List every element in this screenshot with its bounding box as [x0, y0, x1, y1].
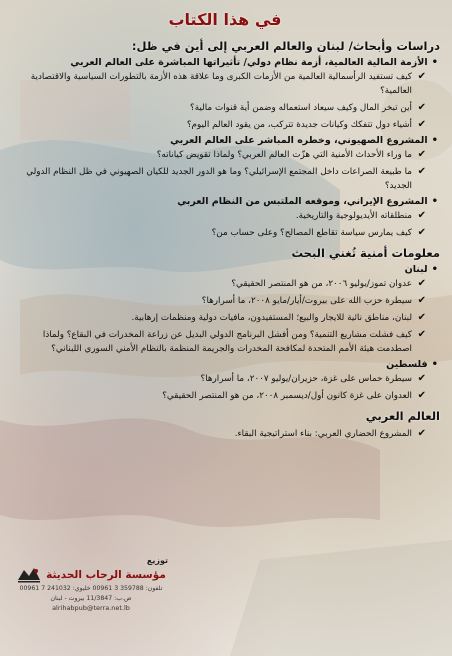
section-arab-world — [10, 409, 440, 441]
checkmark-icon: ✔ — [417, 329, 426, 340]
item-list — [10, 70, 440, 132]
checkmark-icon: ✔ — [417, 373, 426, 384]
list-item: ✔ كيف تستفيد الرأسمالية العالمية من الأزمات الكبرى وما علاقة هذه الأزمة بالتطورات السياسية والاقتصادية العالمية؟ — [30, 71, 426, 96]
item-list — [10, 372, 440, 403]
checkmark-icon: ✔ — [417, 227, 426, 238]
checkmark-icon: ✔ — [417, 71, 426, 82]
group-heading: • المشروع الصهيوني، وخطره المباشر على العالم العربي — [10, 135, 440, 146]
group-heading: • المشروع الإيراني، وموقعه الملتبس من النظام العربي — [10, 196, 440, 207]
checkmark-icon: ✔ — [417, 390, 426, 401]
checkmark-icon: ✔ — [417, 312, 426, 323]
list-item: ✔ لبنان، مناطق نائية للايجار والبيع؛ المستفيدون، مافيات دولية ومنظمات إرهابية. — [131, 312, 426, 323]
checkmark-icon: ✔ — [417, 166, 426, 177]
publisher-logo-icon — [16, 566, 42, 584]
list-item: ✔ كيف يمارس سياسة تقاطع المصالح؟ وعلى حساب من؟ — [211, 227, 426, 238]
list-item: ✔ سيطرة حزب الله على بيروت/أيار/مايو ٢٠٠٨، ما أسرارها؟ — [201, 295, 426, 306]
section-title: دراسات وأبحاث/ لبنان والعالم العربي إلى أين في ظل: — [131, 39, 440, 53]
checkmark-icon: ✔ — [417, 278, 426, 289]
list-item: ✔ سيطرة حماس على غزة، حزيران/يوليو ٢٠٠٧، ما أسرارها؟ — [200, 373, 426, 384]
list-item: ✔ المشروع الحضاري العربي: بناء استراتيجية البقاء. — [234, 428, 426, 439]
contact-address: ص.ب: 11/3847 بيروت - لبنان — [50, 595, 132, 602]
publisher-row — [6, 566, 176, 584]
list-item: ✔ عدوان تموز/يوليو ٢٠٠٦، من هو المنتصر الحقيقي؟ — [231, 278, 426, 289]
section-title: العالم العربي — [365, 409, 440, 423]
section-title: معلومات أمنية تُغني البحث — [291, 246, 440, 260]
item-list — [10, 427, 440, 441]
list-item: ✔ أين تبخر المال وكيف سيعاد استعماله وضمن أية قنوات مالية؟ — [190, 102, 426, 113]
checkmark-icon: ✔ — [417, 149, 426, 160]
list-item: ✔ ما طبيعة الصراعات داخل المجتمع الإسرائيلي؟ وما هو الدور الجديد للكيان الصهيوني في ظل النظام الدولي الجديد؟ — [26, 166, 426, 191]
page-title: في هذا الكتاب — [168, 10, 282, 29]
list-item: ✔ العدوان على غزة كانون أول/ديسمبر ٢٠٠٨، من هو المنتصر الحقيقي؟ — [162, 390, 426, 401]
section-security-info — [10, 246, 440, 403]
item-list — [10, 209, 440, 240]
contact-phone: تلفون: 359788 3 00961 خليوي: 241032 7 00961 — [19, 585, 163, 592]
publisher-footer — [6, 556, 176, 612]
section-studies — [10, 39, 440, 240]
checkmark-icon: ✔ — [417, 102, 426, 113]
checkmark-icon: ✔ — [417, 210, 426, 221]
group-heading: • فلسطين — [10, 359, 440, 370]
checkmark-icon: ✔ — [417, 295, 426, 306]
list-item: ✔ أشياء دول تتفكك وكيانات جديدة تتركب، من يقود العالم اليوم؟ — [186, 119, 426, 130]
list-item: ✔ كيف فشلت مشاريع التنمية؟ ومن أفشل البرنامج الدولي البديل عن زراعة المخدرات في البقاع؟ ولماذا اصطدمت هيئة الأمم المتحدة لمكافحة المخدرات والجريمة المنظمة بالنظام الأمني السوري اللبناني؟ — [42, 329, 426, 354]
group-heading: • لبنان — [10, 264, 440, 275]
list-item: ✔ منطلقاته الأيديولوجية والتاريخية. — [295, 210, 426, 221]
contact-email[interactable]: alrihabpub@terra.net.lb — [52, 604, 130, 612]
distribution-label: توزيع — [146, 556, 168, 565]
checkmark-icon: ✔ — [417, 428, 426, 439]
checkmark-icon: ✔ — [417, 119, 426, 130]
list-item: ✔ ما وراء الأحداث الأمنية التي هزّت العالم العربي؟ ولماذا تقويض كياناته؟ — [156, 149, 426, 160]
item-list — [10, 148, 440, 193]
group-heading: • الأزمة المالية العالمية، أزمة نظام دولي/ تأثيراتها المباشرة على العالم العربي — [10, 57, 440, 68]
publisher-name: مؤسسة الرحاب الحديثة — [46, 569, 166, 581]
item-list — [10, 277, 440, 356]
